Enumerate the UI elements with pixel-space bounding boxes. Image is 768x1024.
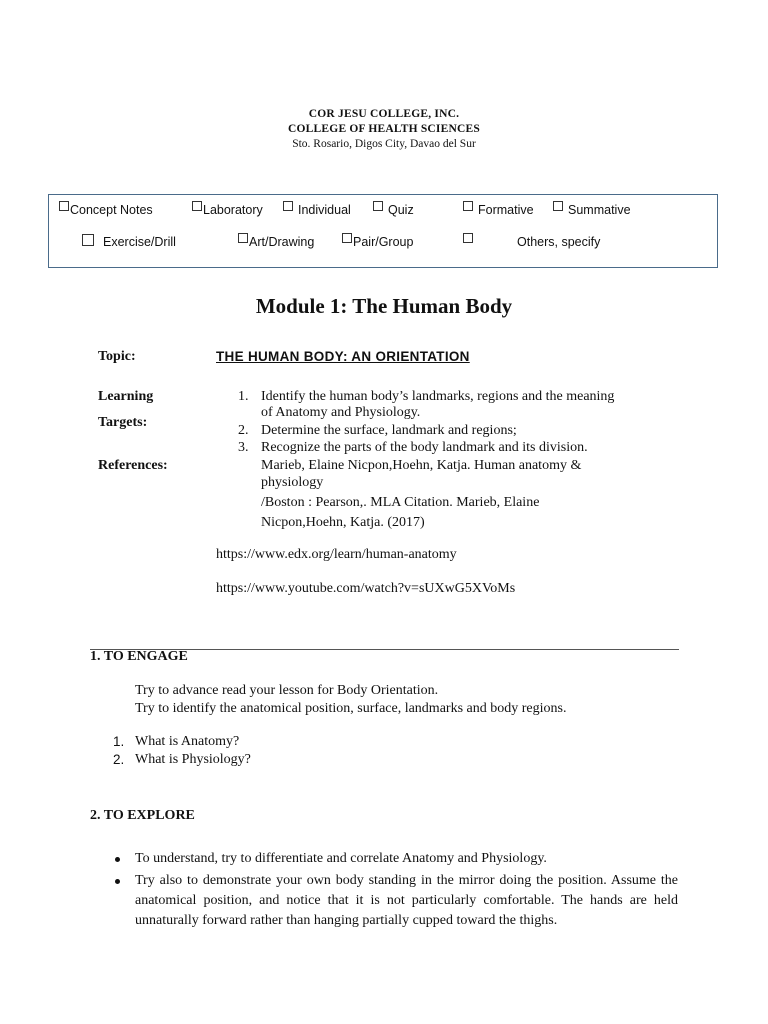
- question-number: 2.: [113, 752, 125, 767]
- targets-label: Targets:: [98, 415, 148, 430]
- checkbox-pair-group[interactable]: [342, 235, 413, 249]
- reference-line: Marieb, Elaine Nicpon,Hoehn, Katja. Human anatomy &: [261, 458, 582, 473]
- reference-line: /Boston : Pearson,. MLA Citation. Marieb, Elaine: [261, 495, 540, 510]
- engage-line: Try to identify the anatomical position, surface, landmarks and body regions.: [135, 701, 567, 716]
- checkbox-label: Laboratory: [203, 203, 263, 217]
- institution-name: COR JESU COLLEGE, INC.: [308, 108, 460, 120]
- target-number: 1.: [238, 389, 249, 404]
- reference-link[interactable]: https://www.youtube.com/watch?v=sUXwG5XVoMs: [216, 581, 516, 596]
- checkbox-square-icon: [283, 201, 293, 211]
- checkbox-square-icon: [82, 234, 94, 246]
- checkbox-square-icon: [59, 201, 69, 211]
- engage-heading: 1. TO ENGAGE: [90, 649, 188, 664]
- topic-label: Topic:: [98, 349, 136, 364]
- checkbox-square-icon: [238, 233, 248, 243]
- checkbox-square-icon: [463, 233, 473, 243]
- checkbox-label: Formative: [478, 203, 534, 217]
- checkbox-concept-notes[interactable]: [59, 203, 153, 217]
- target-item: Recognize the parts of the body landmark and its division.: [261, 440, 588, 455]
- explore-heading: 2. TO EXPLORE: [90, 808, 195, 823]
- checkbox-art-drawing[interactable]: [238, 235, 314, 249]
- learning-label: Learning: [98, 389, 154, 404]
- target-item: Determine the surface, landmark and regions;: [261, 423, 517, 438]
- checkbox-quiz[interactable]: [373, 203, 414, 217]
- references-label: References:: [98, 458, 168, 473]
- question-item: What is Physiology?: [135, 752, 251, 767]
- checkbox-laboratory[interactable]: [192, 203, 263, 217]
- checkbox-square-icon: [192, 201, 202, 211]
- checkbox-others[interactable]: [463, 235, 600, 249]
- checkbox-exercise-drill[interactable]: [82, 235, 176, 249]
- bullet-icon: [113, 873, 133, 893]
- checkbox-square-icon: [373, 201, 383, 211]
- checkbox-label: Art/Drawing: [249, 235, 315, 249]
- checkbox-label: Others, specify: [517, 235, 601, 249]
- checkbox-formative[interactable]: [463, 203, 534, 217]
- reference-line: physiology: [261, 475, 324, 490]
- checkbox-label: Exercise/Drill: [103, 235, 176, 249]
- checkbox-summative[interactable]: [553, 203, 631, 217]
- activity-type-box: [48, 194, 718, 268]
- bullet-icon: [113, 851, 133, 871]
- explore-bullet: Try also to demonstrate your own body standing in the mirror doing the position. Assume the anatomical position, and notice that it is not particularly comfortable. The hands are held unnaturally forward rather than hanging partially cupped toward the thighs.: [135, 873, 678, 928]
- topic-value: THE HUMAN BODY: AN ORIENTATION: [216, 349, 470, 364]
- checkbox-label: Pair/Group: [353, 235, 414, 249]
- checkbox-label: Quiz: [388, 203, 414, 217]
- target-item-continued: of Anatomy and Physiology.: [261, 405, 421, 420]
- checkbox-square-icon: [553, 201, 563, 211]
- address: Sto. Rosario, Digos City, Davao del Sur: [292, 138, 476, 150]
- checkbox-label: Summative: [568, 203, 631, 217]
- explore-bullet: To understand, try to differentiate and correlate Anatomy and Physiology.: [135, 851, 547, 866]
- checkbox-square-icon: [463, 201, 473, 211]
- module-title: Module 1: The Human Body: [255, 294, 513, 318]
- target-number: 2.: [238, 423, 249, 438]
- checkbox-label: Individual: [298, 203, 351, 217]
- checkbox-square-icon: [342, 233, 352, 243]
- question-number: 1.: [113, 734, 125, 749]
- reference-line: Nicpon,Hoehn, Katja. (2017): [261, 515, 425, 530]
- target-item: Identify the human body’s landmarks, regions and the meaning: [261, 389, 615, 404]
- question-item: What is Anatomy?: [135, 734, 240, 749]
- checkbox-individual[interactable]: [283, 203, 351, 217]
- college-name: COLLEGE OF HEALTH SCIENCES: [288, 123, 480, 135]
- target-number: 3.: [238, 440, 249, 455]
- checkbox-label: Concept Notes: [70, 203, 153, 217]
- engage-line: Try to advance read your lesson for Body Orientation.: [135, 683, 439, 698]
- reference-link[interactable]: https://www.edx.org/learn/human-anatomy: [216, 547, 457, 562]
